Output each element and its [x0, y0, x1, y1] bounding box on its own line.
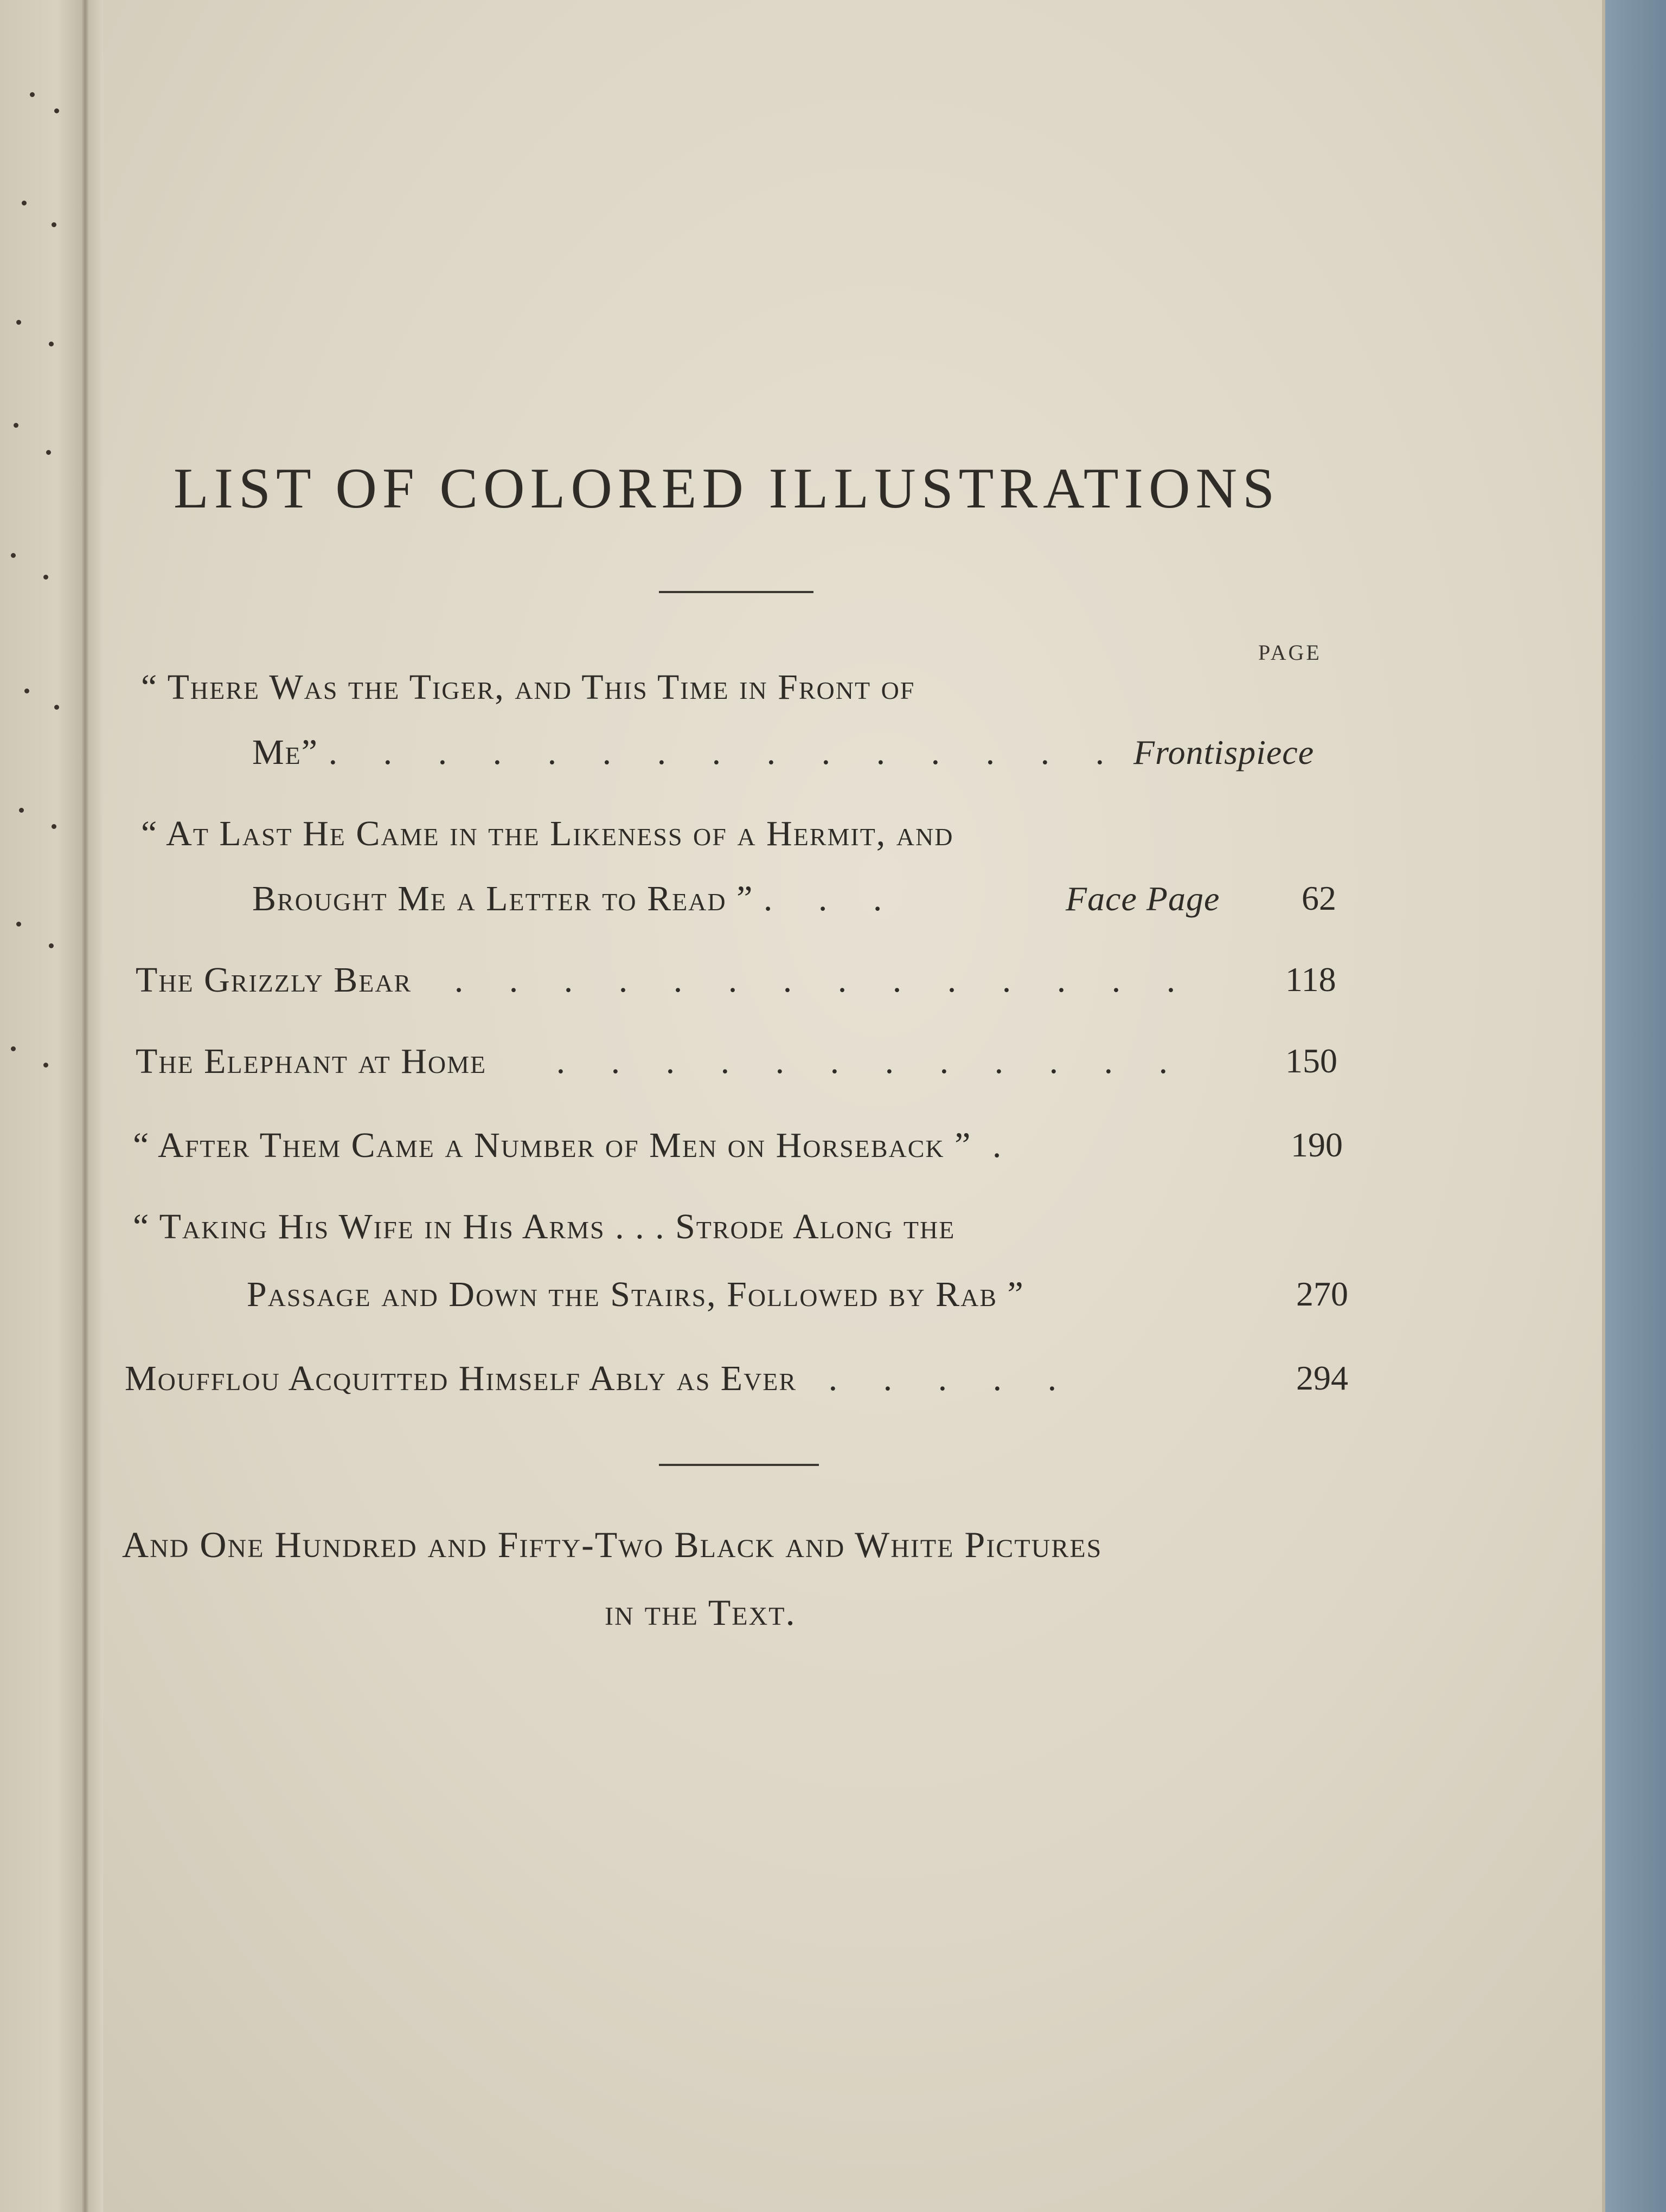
bleed-through-dot [49, 943, 54, 948]
entry-title: “ Taking His Wife in His Arms . . . Strode Along the [133, 1207, 956, 1246]
bleed-through-dot [49, 342, 54, 346]
page-number: 150 [1285, 1041, 1337, 1080]
bleed-through-dot [52, 222, 56, 227]
bleed-through-dot [14, 423, 18, 428]
divider-rule-top [659, 591, 813, 593]
page-number: 118 [1285, 960, 1336, 999]
page-number: 294 [1296, 1359, 1348, 1397]
entry-title: “ After Them Came a Number of Men on Horseback ” [133, 1126, 972, 1165]
divider-rule-bottom [659, 1464, 819, 1466]
previous-page-edge [0, 0, 103, 2212]
illustration-entry-line [141, 813, 953, 854]
page-number: 270 [1296, 1275, 1348, 1313]
illustration-entry-line [133, 1125, 1020, 1166]
entry-title: Moufflou Acquitted Himself Ably as Ever [125, 1359, 797, 1398]
leader-dots: . . . . . . . . . . . . . . [454, 960, 1194, 1000]
bleed-through-dot [54, 705, 59, 710]
page-number: 190 [1291, 1126, 1343, 1164]
bleed-through-dot [16, 922, 21, 927]
bleed-through-dot [24, 689, 29, 693]
bleed-through-dot [16, 320, 21, 325]
bleed-through-dot [11, 1046, 16, 1051]
illustration-entry-line [133, 1206, 955, 1248]
entry-reference [1133, 732, 1314, 773]
illustration-entry-line [252, 732, 1123, 773]
gutter-shadow [81, 0, 89, 2212]
entry-title-continued: Passage and Down the Stairs, Followed by Rab ” [247, 1275, 1024, 1314]
illustration-entry-line [136, 1041, 1186, 1082]
illustration-entry-line [247, 1274, 1024, 1315]
illustration-entry-line [141, 667, 915, 708]
entry-title: The Grizzly Bear [136, 960, 412, 1000]
bleed-through-dot [54, 108, 59, 113]
leader-dots: . . . [763, 879, 901, 918]
leader-dots: . [992, 1126, 1020, 1165]
leader-dots: . . . . . . . . . . . . [556, 1041, 1187, 1081]
frontispiece-label: Frontispiece [1133, 733, 1315, 771]
footer-note-line-2: in the Text. [605, 1592, 796, 1633]
entry-title: The Elephant at Home [136, 1041, 487, 1081]
bleed-through-dot [22, 201, 27, 205]
face-page-label: Face Page [1066, 879, 1220, 918]
bleed-through-dot [43, 575, 48, 580]
bleed-through-dot [52, 824, 56, 829]
bleed-through-dot [19, 808, 24, 813]
footer-note-line-1: And One Hundred and Fifty-Two Black and White Pictures [122, 1524, 1103, 1565]
page-number: 62 [1302, 879, 1336, 917]
page-column-label: PAGE [1258, 640, 1322, 665]
leader-dots: . . . . . [828, 1359, 1075, 1398]
bleed-through-dot [43, 1063, 48, 1068]
entry-title-continued: Brought Me a Letter to Read ” [252, 879, 754, 918]
entry-title: “ There Was the Tiger, and This Time in Front of [141, 667, 915, 707]
bleed-through-dot [11, 553, 16, 558]
entry-title: “ At Last He Came in the Likeness of a Hermit, and [141, 814, 954, 853]
page-title: LIST OF COLORED ILLUSTRATIONS [174, 456, 1280, 520]
illustration-entry-line [125, 1358, 1075, 1399]
entry-reference [1066, 878, 1220, 919]
illustration-entry-line [252, 878, 900, 919]
leader-dots: . . . . . . . . . . . . . . . [328, 732, 1123, 772]
bleed-through-dot [30, 92, 35, 97]
bleed-through-dot [46, 450, 51, 455]
illustration-entry-line [136, 960, 1194, 1001]
entry-title-continued: Me” [252, 732, 319, 772]
